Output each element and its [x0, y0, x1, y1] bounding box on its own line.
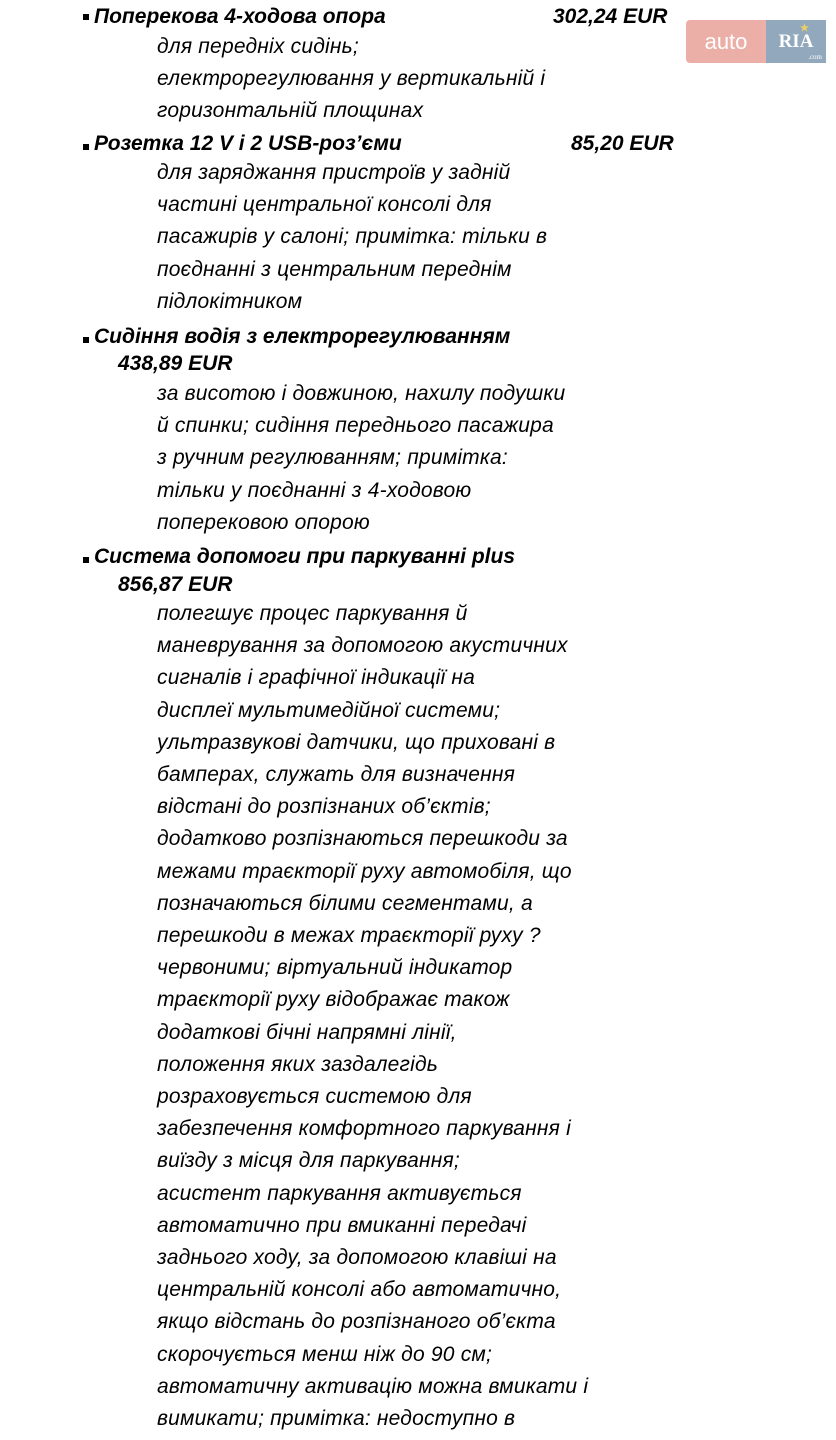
description-line: центральній консолі або автоматично,	[157, 1278, 562, 1302]
bullet-icon	[83, 557, 89, 563]
description-line: для передніх сидінь;	[157, 35, 359, 58]
option-price: 85,20 EUR	[571, 132, 674, 155]
description-line: якщо відстань до розпізнаного об’єкта	[157, 1310, 556, 1334]
watermark-auto-text: auto	[686, 20, 766, 63]
description-line: бамперах, служать для визначення	[157, 763, 516, 787]
watermark-dotcom-text: .com	[808, 53, 822, 61]
bullet-icon	[83, 14, 89, 20]
description-line: додатково розпізнаються перешкоди за	[157, 827, 568, 851]
description-line: полегшує процес паркування й	[157, 602, 468, 625]
description-line: пасажирів у салоні; примітка: тільки в	[157, 225, 548, 249]
bullet-icon	[83, 144, 89, 150]
option-price: 438,89 EUR	[118, 352, 233, 375]
description-line: асистент паркування активується	[157, 1181, 522, 1205]
description-line: й спинки; сидіння переднього пасажира	[157, 414, 554, 438]
option-title: Сидіння водія з електрорегулюванням	[94, 325, 511, 348]
description-line: позначаються білими сегментами, а	[157, 891, 533, 915]
description-line: маневрування за допомогою акустичних	[157, 634, 568, 658]
description-line: скорочується менш ніж до 90 см;	[157, 1342, 493, 1366]
description-line: вимикати; примітка: недоступно в	[157, 1407, 516, 1431]
description-line: електрорегулювання у вертикальній і	[157, 67, 546, 91]
option-price: 856,87 EUR	[118, 573, 233, 596]
watermark-ria-text: RIA	[778, 31, 814, 52]
description-line: межами траєкторії руху автомобіля, що	[157, 859, 572, 883]
description-line: автоматично при вмиканні передачі	[157, 1213, 527, 1237]
option-description	[157, 598, 588, 1435]
description-line: за висотою і довжиною, нахилу подушки	[157, 382, 566, 405]
autoria-watermark	[686, 20, 826, 63]
option-description	[157, 157, 547, 318]
option-description	[157, 31, 545, 128]
description-line: підлокітником	[157, 289, 303, 313]
description-line: червоними; віртуальний індикатор	[157, 956, 513, 980]
description-line: відстані до розпізнаних об’єктів;	[157, 795, 491, 819]
description-line: сигналів і графічної індикації на	[157, 666, 475, 690]
description-line: положення яких заздалегідь	[157, 1052, 438, 1076]
option-title: Розетка 12 V і 2 USB-роз’єми	[94, 132, 402, 155]
option-title: Поперекова 4-ходова опора	[94, 5, 386, 28]
bullet-icon	[83, 337, 89, 343]
description-line: для заряджання пристроїв у задній	[157, 161, 511, 184]
description-line: забезпечення комфортного паркування і	[157, 1117, 571, 1141]
description-line: горизонтальній площинах	[157, 99, 424, 123]
description-line: додаткові бічні напрямні лінії,	[157, 1020, 457, 1044]
option-title: Система допомоги при паркуванні plus	[94, 545, 516, 568]
description-line: заднього ходу, за допомогою клавіші на	[157, 1246, 557, 1270]
description-line: розраховується системою для	[157, 1085, 472, 1109]
description-line: траєкторії руху відображає також	[157, 988, 510, 1012]
option-description	[157, 378, 565, 539]
watermark-ria-logo	[766, 20, 826, 63]
option-price: 302,24 EUR	[553, 5, 668, 28]
description-line: перешкоди в межах траєкторії руху ?	[157, 924, 541, 948]
description-line: автоматичну активацію можна вмикати і	[157, 1374, 589, 1398]
description-line: дисплеї мультимедійної системи;	[157, 698, 501, 722]
description-line: поперековою опорою	[157, 510, 370, 534]
description-line: з ручним регулюванням; примітка:	[157, 446, 508, 470]
description-line: частині центральної консолі для	[157, 193, 492, 217]
description-line: ультразвукові датчики, що приховані в	[157, 730, 556, 754]
description-line: тільки у поєднанні з 4-ходовою	[157, 478, 472, 502]
description-line: поєднанні з центральним переднім	[157, 257, 512, 281]
description-line: виїзду з місця для паркування;	[157, 1149, 460, 1173]
star-icon: ★	[800, 23, 809, 34]
